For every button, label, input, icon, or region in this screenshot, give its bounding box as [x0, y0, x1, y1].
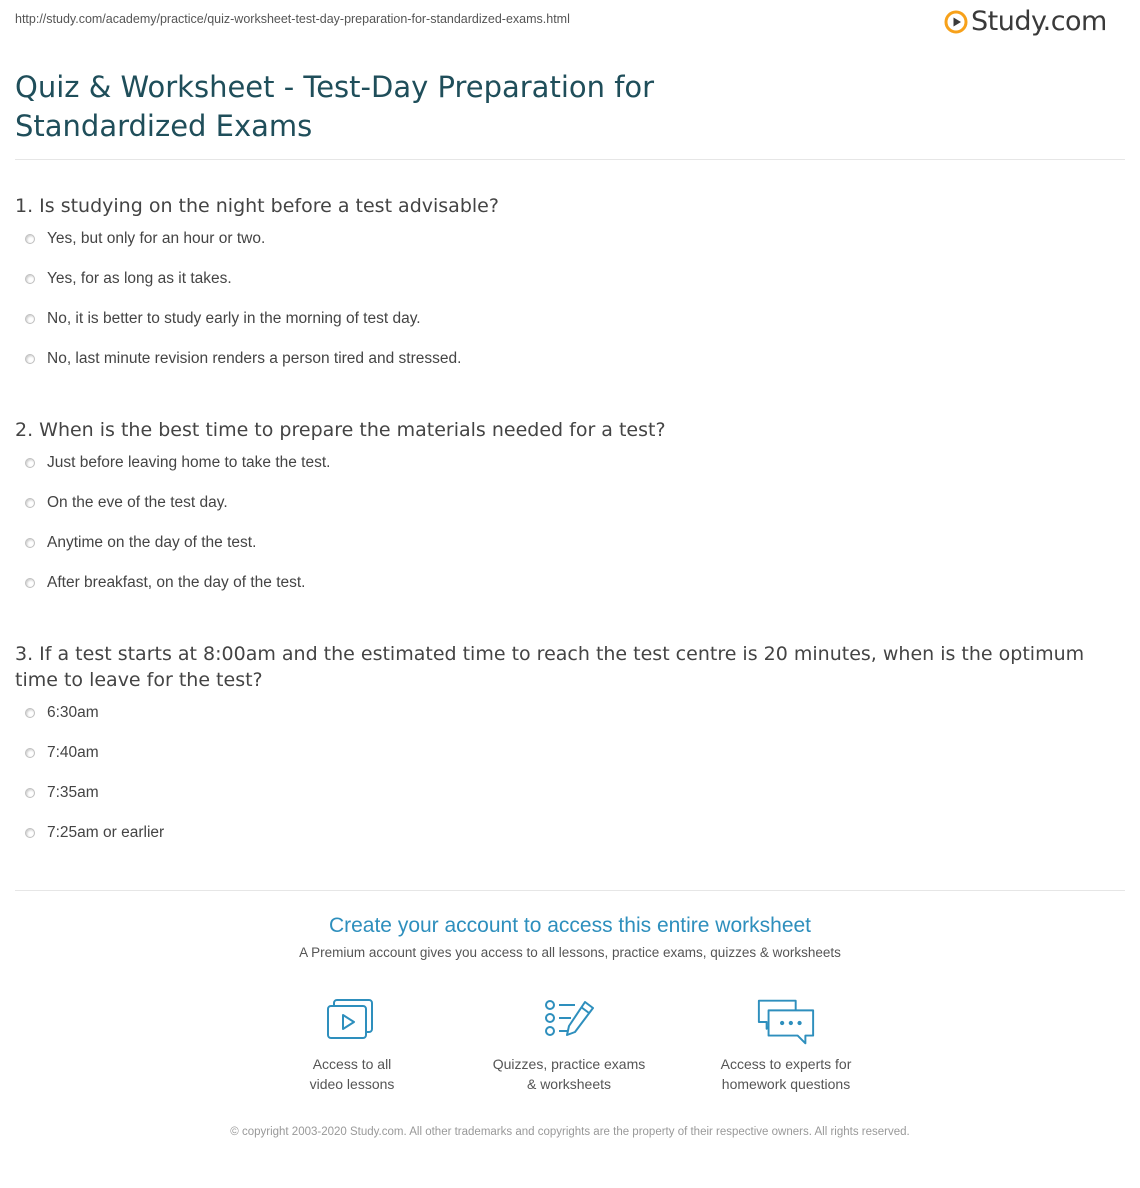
feature-video-lessons [262, 996, 442, 1094]
answer-option[interactable] [15, 693, 1120, 733]
answer-option[interactable] [15, 563, 1120, 603]
option-label: On the eve of the test day. [47, 494, 228, 511]
option-label: 6:30am [47, 704, 99, 721]
radio-button[interactable] [25, 274, 35, 284]
feature-line: video lessons [309, 1076, 395, 1092]
feature-line: Access to experts for [720, 1056, 852, 1072]
option-label: Anytime on the day of the test. [47, 534, 257, 551]
feature-experts [696, 996, 876, 1094]
chat-bubbles-icon [755, 996, 817, 1048]
answer-option[interactable] [15, 443, 1120, 483]
option-label: After breakfast, on the day of the test. [47, 574, 306, 591]
answer-option[interactable] [15, 813, 1120, 853]
feature-line: homework questions [721, 1076, 851, 1092]
question-text: 1. Is studying on the night before a test advisable? [15, 195, 499, 217]
answer-options [15, 219, 1120, 379]
video-lessons-icon [324, 996, 380, 1048]
question-3 [15, 641, 1120, 853]
option-label: Yes, for as long as it takes. [47, 270, 232, 287]
answer-option[interactable] [15, 299, 1120, 339]
option-label: 7:25am or earlier [47, 824, 165, 841]
radio-button[interactable] [25, 314, 35, 324]
option-label: No, it is better to study early in the morning of test day. [47, 310, 421, 327]
radio-button[interactable] [25, 788, 35, 798]
question-2 [15, 417, 1120, 603]
feature-line: Access to all [312, 1056, 392, 1072]
feature-line: & worksheets [526, 1076, 612, 1092]
question-text: 2. When is the best time to prepare the materials needed for a test? [15, 419, 666, 441]
radio-button[interactable] [25, 708, 35, 718]
radio-button[interactable] [25, 748, 35, 758]
play-circle-icon [944, 10, 968, 34]
radio-button[interactable] [25, 578, 35, 588]
study-logo[interactable] [944, 6, 1107, 37]
answer-option[interactable] [15, 219, 1120, 259]
radio-button[interactable] [25, 498, 35, 508]
radio-button[interactable] [25, 354, 35, 364]
radio-button[interactable] [25, 828, 35, 838]
option-label: Just before leaving home to take the test. [47, 454, 331, 471]
option-label: No, last minute revision renders a person tired and stressed. [47, 350, 462, 367]
option-label: 7:35am [47, 784, 99, 801]
logo-text: Study.com [971, 6, 1107, 37]
feature-quizzes [479, 996, 659, 1094]
title-divider [15, 159, 1125, 160]
answer-option[interactable] [15, 773, 1120, 813]
page-url: http://study.com/academy/practice/quiz-worksheet-test-day-preparation-for-standardized-exams.html [15, 12, 570, 26]
answer-options [15, 693, 1120, 853]
question-1 [15, 193, 1120, 379]
premium-description: A Premium account gives you access to all lessons, practice exams, quizzes & worksheets [299, 945, 841, 960]
copyright-notice: © copyright 2003-2020 Study.com. All other trademarks and copyrights are the property of their respective owners. All rights reserved. [230, 1126, 910, 1138]
content-divider [15, 890, 1125, 891]
answer-options [15, 443, 1120, 603]
feature-line: Quizzes, practice exams [492, 1056, 646, 1072]
checklist-icon [541, 996, 597, 1048]
answer-option[interactable] [15, 523, 1120, 563]
page-title: Quiz & Worksheet - Test-Day Preparation for Standardized Exams [15, 70, 655, 143]
radio-button[interactable] [25, 458, 35, 468]
question-text: 3. If a test starts at 8:00am and the estimated time to reach the test centre is 20 minutes, when is the optimum time to leave for the test? [15, 643, 1085, 691]
radio-button[interactable] [25, 234, 35, 244]
option-label: 7:40am [47, 744, 99, 761]
option-label: Yes, but only for an hour or two. [47, 230, 266, 247]
answer-option[interactable] [15, 339, 1120, 379]
create-account-link[interactable]: Create your account to access this entire worksheet [328, 914, 812, 937]
answer-option[interactable] [15, 483, 1120, 523]
radio-button[interactable] [25, 538, 35, 548]
answer-option[interactable] [15, 733, 1120, 773]
answer-option[interactable] [15, 259, 1120, 299]
